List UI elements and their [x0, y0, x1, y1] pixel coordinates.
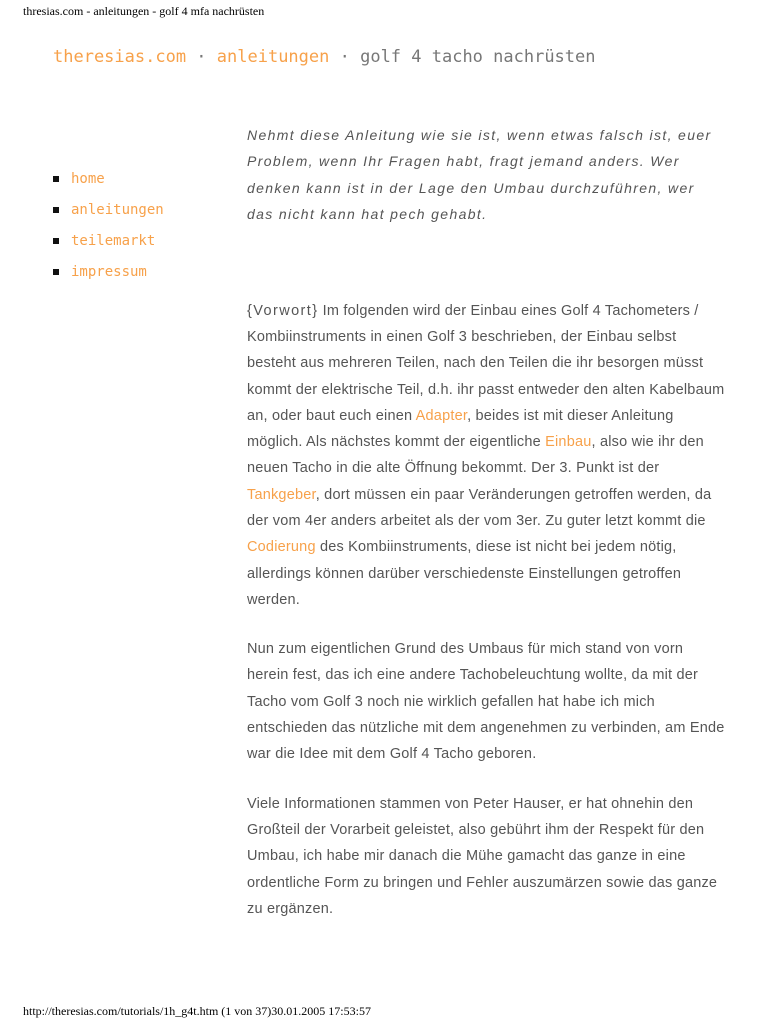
nav-item-impressum: [53, 258, 164, 289]
paragraph-credits: Viele Informationen stammen von Peter Hauser, er hat ohnehin den Großteil der Vorarbeit geleistet, also gebührt ihm der Respekt für den Umbau, ich habe mir danach die Mühe gamacht das ganze in eine ordentliche Form zu bringen und Fehler auszumärzen sowie das ganze zu ergänzen.: [247, 795, 718, 917]
paragraph-text: , beides ist mit dieser Anleitung möglich. Als nächstes kommt der eigentliche: [247, 407, 674, 451]
einbau-link[interactable]: Einbau: [545, 434, 592, 451]
nav-menu: [53, 165, 164, 289]
main-content: [247, 122, 725, 922]
nav-link-teilemarkt[interactable]: teilemarkt: [71, 233, 156, 249]
site-link[interactable]: theresias.com: [53, 47, 187, 67]
paragraph-text: Im folgenden wird der Einbau eines Golf 4 Tachometers / Kombiinstruments in einen Golf 3 beschrieben, der Einbau selbst besteht aus mehreren Teilen, nach den Teilen die ihr besorgen müsst kommt der elektrische Teil, d.h. ihr passt entweder den alten Kabelbaum an, oder baut euch einen: [247, 302, 725, 424]
nav-item-teilemarkt: [53, 227, 164, 258]
codierung-link[interactable]: Codierung: [247, 539, 316, 556]
page-title: [53, 43, 613, 72]
adapter-link[interactable]: Adapter: [415, 407, 468, 424]
nav-link-anleitungen[interactable]: anleitungen: [71, 202, 164, 218]
page-name: golf 4 tacho nachrüsten: [360, 47, 596, 67]
section-link[interactable]: anleitungen: [216, 47, 330, 67]
title-separator: ·: [186, 47, 217, 67]
vorwort-label: {Vorwort}: [247, 302, 319, 319]
nav-item-anleitungen: [53, 196, 164, 227]
paragraph-vorwort: [247, 298, 725, 614]
print-footer: http://theresias.com/tutorials/1h_g4t.htm (1 von 37)30.01.2005 17:53:57: [23, 1004, 371, 1018]
paragraph-text: , dort müssen ein paar Veränderungen getroffen werden, da der vom 4er anders arbeitet als der vom 3er. Zu guter letzt kommt die: [247, 486, 712, 529]
print-header: thresias.com - anleitungen - golf 4 mfa nachrüsten: [23, 4, 265, 18]
bullet-icon: [53, 176, 59, 182]
disclaimer-text: Nehmt diese Anleitung wie sie ist, wenn etwas falsch ist, euer Problem, wenn Ihr Fragen habt, fragt jemand anders. Wer denken kann ist in der Lage den Umbau durchzuführen, wer das nicht kann hat pech gehabt.: [247, 127, 712, 223]
bullet-icon: [53, 269, 59, 275]
nav-link-home[interactable]: home: [71, 171, 105, 187]
paragraph-text: des Kombiinstruments, diese ist nicht bei jedem nötig, allerdings können darüber verschiedenste Einstellungen getroffen werden.: [247, 539, 682, 608]
nav-item-home: [53, 165, 164, 196]
bullet-icon: [53, 238, 59, 244]
bullet-icon: [53, 207, 59, 213]
paragraph-text: , also wie ihr den neuen Tacho in die alte Öffnung bekommt. Der 3. Punkt ist der: [247, 434, 704, 477]
tankgeber-link[interactable]: Tankgeber: [247, 486, 316, 503]
title-separator: ·: [329, 47, 361, 67]
paragraph-motivation: Nun zum eigentlichen Grund des Umbaus für mich stand von vorn herein fest, das ich eine andere Tachobeleuchtung wollte, da mit der Tacho vom Golf 3 noch nie wirklich gefallen hat habe ich mich entschieden das nützliche mit dem angenehmen zu verbinden, am Ende war die Idee mit dem Golf 4 Tacho geboren.: [247, 641, 725, 763]
nav-link-impressum[interactable]: impressum: [71, 264, 147, 280]
